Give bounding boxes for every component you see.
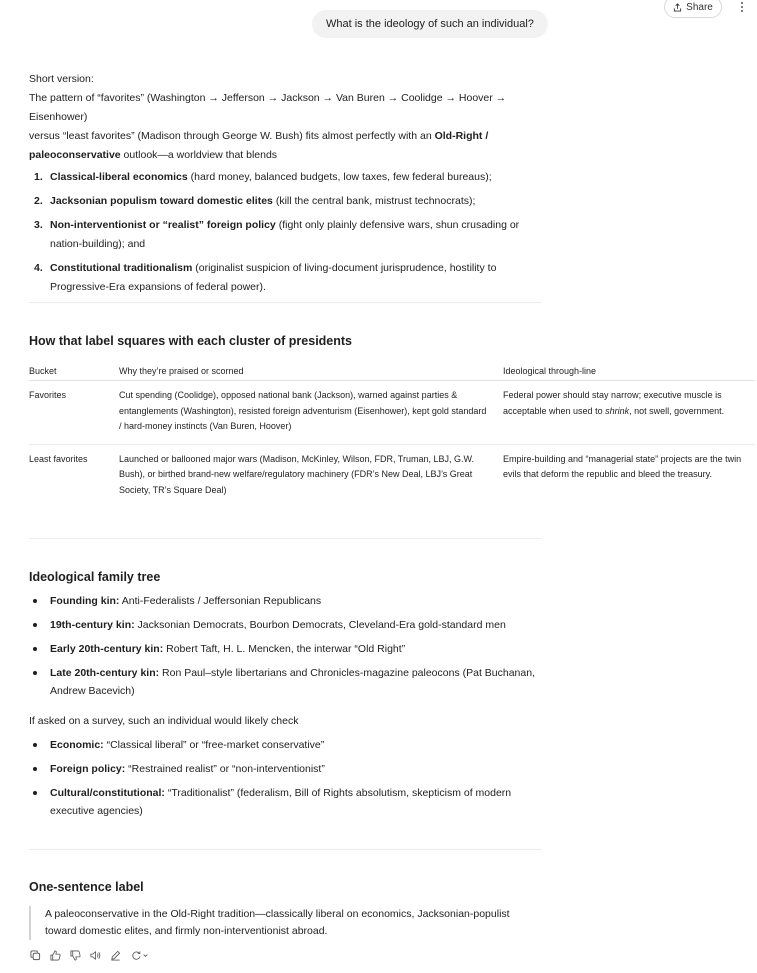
list-number: 1. (34, 171, 43, 183)
short-version-section (29, 70, 541, 302)
list-item-bold: Constitutional traditionalism (50, 262, 193, 274)
list-item (29, 592, 541, 610)
edit-icon[interactable] (109, 949, 122, 962)
bullet (33, 647, 37, 651)
table-cell-bucket: Least favorites (29, 453, 88, 464)
list-item (29, 760, 541, 778)
short-line-3: outlook—a worldview that blends (120, 149, 278, 161)
list-item (29, 664, 541, 700)
table-row (29, 445, 755, 508)
bullet (33, 791, 37, 795)
user-message-bubble (312, 10, 548, 38)
short-version-heading: Short version: (29, 73, 94, 85)
thumbs-up-icon[interactable] (49, 949, 62, 962)
bullet (33, 743, 37, 747)
short-line-3-bold: paleoconservative (29, 149, 121, 161)
bullet (33, 599, 37, 603)
table-row (29, 381, 755, 445)
bullet (33, 767, 37, 771)
bullet (33, 671, 37, 675)
list-item-text: (fight only plainly defensive wars, shun crusading or nation-building); and (50, 219, 520, 250)
short-line-1: The pattern of “favorites” (Washington → Jefferson → Jackson → Van Buren → Coolidge → Hoover → Eisenhower) (29, 92, 507, 123)
list-item-text: Anti-Federalists / Jeffersonian Republicans (119, 595, 322, 607)
list-item-text: Ron Paul–style libertarians and Chronicles-magazine paleocons (Pat Buchanan, Andrew Bacevich) (50, 667, 535, 697)
table-header-through-line: Ideological through-line (503, 365, 597, 376)
list-item-bold: Non-interventionist or “realist” foreign policy (50, 219, 276, 231)
thumbs-down-icon[interactable] (69, 949, 82, 962)
list-number: 2. (34, 195, 43, 207)
list-item (29, 616, 541, 634)
one-sentence-quote (29, 906, 541, 940)
message-actions (29, 949, 151, 962)
table-cell-why: Cut spending (Coolidge), opposed national bank (Jackson), warned against parties & entanglements (Washington), resisted foreign adventurism (Eisenhower), kept gold standard / hard-money instincts (Van Buren, Hoover) (119, 390, 487, 431)
table-header-bucket: Bucket (29, 365, 57, 376)
table-header-why: Why they’re praised or scorned (119, 365, 244, 376)
list-item (29, 640, 541, 658)
list-item-bold: Classical-liberal economics (50, 171, 188, 183)
table-cell-through-line (503, 452, 755, 499)
list-item-bold: Late 20th-century kin: (50, 667, 160, 679)
user-message-text: What is the ideology of such an individual? (326, 18, 534, 30)
share-icon (673, 3, 682, 12)
survey-intro: If asked on a survey, such an individual would likely check (29, 715, 299, 727)
table-cell-why: Launched or ballooned major wars (Madison, McKinley, Wilson, FDR, Truman, LBJ, G.W. Bush), or birthed brand-new welfare/regulatory machinery (FDR’s New Deal, LBJ’s Great Society, TR’s Square Deal) (119, 453, 474, 495)
table-cell-bucket: Favorites (29, 390, 67, 400)
regenerate-icon[interactable] (129, 949, 151, 962)
table-section-heading: How that label squares with each cluster of presidents (29, 334, 352, 348)
list-item-bold: 19th-century kin: (50, 619, 135, 631)
share-button[interactable] (664, 0, 722, 18)
through-line-text: Empire-building and “managerial state” projects are the twin evils that deform the republic and bleed the treasury. (503, 453, 742, 479)
survey-list (29, 736, 541, 826)
list-item (29, 736, 541, 754)
through-line-text-end: , not swell, government. (629, 405, 725, 416)
list-item-text: “Traditionalist” (federalism, Bill of Rights absolutism, skepticism of modern executive agencies) (50, 787, 512, 817)
list-item-bold: Foreign policy: (50, 763, 126, 775)
one-sentence-heading: One-sentence label (29, 880, 144, 894)
list-item-bold: Jacksonian populism toward domestic elites (50, 195, 273, 207)
more-options-button[interactable] (736, 0, 748, 14)
section-divider (29, 849, 541, 850)
list-item-text: (kill the central bank, mistrust technocrats); (272, 195, 476, 207)
short-line-2-bold: Old-Right / (434, 130, 489, 142)
bullet (33, 623, 37, 627)
quote-text: A paleoconservative in the Old-Right tradition—classically liberal on economics, Jacksonian-populist toward domestic elites, and firmly non-interventionist abroad. (45, 908, 510, 937)
list-item (29, 259, 541, 297)
list-item-text: “Classical liberal” or “free-market conservative” (103, 739, 325, 751)
table-cell-through-line (503, 388, 755, 435)
copy-icon[interactable] (29, 949, 42, 962)
section-divider (29, 538, 541, 539)
list-item-bold: Early 20th-century kin: (50, 643, 164, 655)
list-item (29, 784, 541, 820)
list-item-text: Robert Taft, H. L. Mencken, the interwar “Old Right” (163, 643, 406, 655)
presidents-table (29, 361, 755, 507)
read-aloud-icon[interactable] (89, 949, 102, 962)
list-item-text: (hard money, balanced budgets, low taxes, few federal bureaus); (187, 171, 492, 183)
family-tree-list (29, 592, 541, 706)
list-number: 4. (34, 262, 43, 274)
through-line-text: Federal power should stay narrow; executive muscle is acceptable when used to (503, 390, 722, 416)
family-tree-heading: Ideological family tree (29, 570, 161, 584)
table-header-row (29, 361, 755, 381)
share-label: Share (686, 1, 713, 13)
list-item (29, 192, 541, 211)
list-item (29, 216, 541, 254)
short-version-paragraph (29, 89, 541, 165)
list-item-text: Jacksonian Democrats, Bourbon Democrats, Cleveland-Era gold-standard men (134, 619, 506, 631)
more-vertical-icon (740, 1, 744, 13)
list-item (29, 168, 541, 187)
list-item-text: “Restrained realist” or “non-interventionist” (125, 763, 325, 775)
list-item-bold: Cultural/constitutional: (50, 787, 165, 799)
list-item-text: (originalist suspicion of living-document jurisprudence, hostility to Progressive-Era expansions of federal power). (50, 262, 497, 293)
list-item-bold: Economic: (50, 739, 104, 751)
list-number: 3. (34, 219, 43, 231)
section-divider (29, 302, 541, 303)
short-line-2: versus “least favorites” (Madison through George W. Bush) fits almost perfectly with an (29, 130, 435, 142)
through-line-emphasis: shrink (605, 405, 630, 416)
list-item-bold: Founding kin: (50, 595, 120, 607)
ideology-ordered-list (29, 168, 541, 297)
